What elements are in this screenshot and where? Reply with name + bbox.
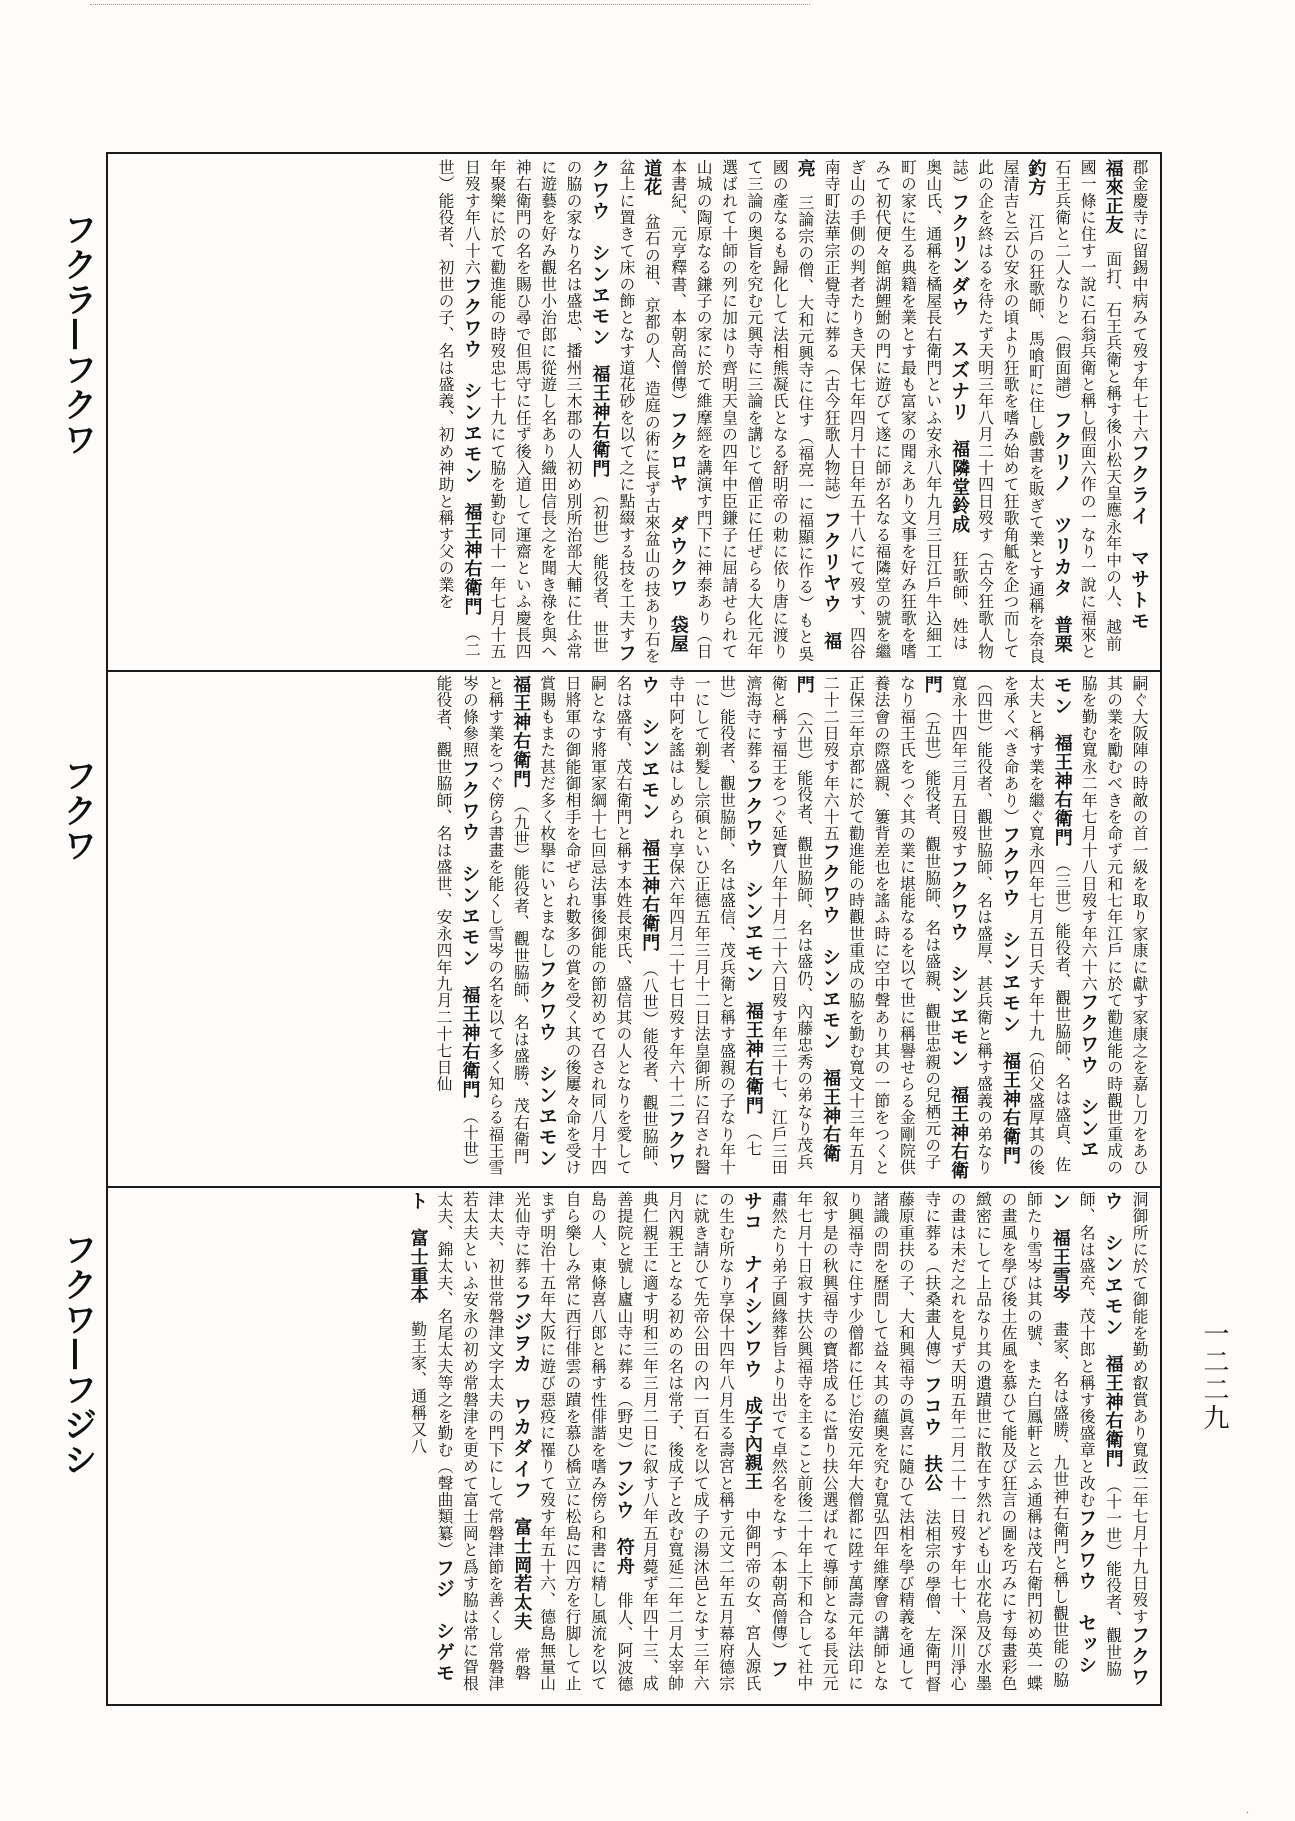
page-number: 一二二九 (1199, 1320, 1229, 1432)
entry-text: 嗣ぐ大阪陣の時敵の首一級を取り家康に獻す家康之を嘉し刀をあひ其の業を勵むべきを命ず元和七年江戶に於て勸進能の時觀世重成の脇を勤む寬永二年七月十八日歿す年六十六 (1079, 675, 1149, 1176)
entry-text: 面打、石王兵衛と稱す後小松天皇應永年中の人、越前國一條に住す一說に石翁兵衛と稱し假面六作の一なり一說に福來と石王兵衛と二人なりと（假面譜） (1052, 159, 1123, 660)
entry-text: （七世）能役者、觀世脇師、名は盛信、茂兵衛と稱す盛親の子なり年十一にして剃髮し宗碩といひ正德五年三月十二日法皇御所に召され醫寺中阿を謠はしめられ享保六年四月二十七日歿す年六十二 (666, 675, 763, 1176)
entry-text: 郡金慶寺に留錫中病みて歿す年七十六 (1130, 159, 1149, 443)
entry-heading: フクワウ シンヱモン (458, 758, 481, 969)
dictionary-entry (1130, 1191, 1149, 1625)
entry-heading: フサコ ナイシンワウ (740, 1191, 790, 1680)
entry-name: 福王神右衛門 (793, 675, 842, 1164)
entry-name: 福王神右衛門 (589, 364, 611, 479)
entry-heading: フクリノ ツリカタ (1050, 409, 1073, 599)
entry-name: 福王神右衛門 (1102, 1354, 1124, 1469)
tier-middle (116, 675, 1152, 1181)
entry-name: 福來正友 (1102, 159, 1124, 235)
entry-text: （初世）能役者、世世の脇の家なり名は盛忠、播州三木郡の人初め別所治部大輔に仕ふ常に遊藝を好み觀世小治郎に從遊し名あり織田信長之を聞き祿を與へ神右衛門の名を賜ひ尋で但馬守に任ず後入道して運齋といふ慶長四年聚樂に於て勸進能の時歿忠七十九にて脇を勤む同十一年七月十五日歿す年八十六 (462, 159, 610, 660)
entry-text: （五世）能役者、觀世脇師、名は盛親、觀世忠親の兒栖元の子なり福王氏をつぐ其の業に堪能なるを以て世に稱譽せらる金剛院供養法會の際盛親、簍背差也を謠ふ時に空中聲あり其の一節をつくと正保三年京都に於て勸進能の時觀世重成の脇を勤む寬文十三年五月二十二日歿す年六十五 (821, 675, 942, 1176)
entry-name: 福王雪岑 (1049, 1228, 1071, 1305)
entry-text: 中御門帝の女、宮人源氏の生む所なり享保十四年八月生る壽宮と稱す元文二年五月幕府德宗に就き請ひて先帝公田の內一百石を以て成子の湯沐邑となす三年六月內親王となる初めの名は常子、後成子と改む寬延二年二月太宰帥典仁親王に適す明和三年三月二日に叙す八年五月薨ず年四十三、成善提院と號し廬山寺に葬る（野史） (614, 1191, 762, 1692)
entry-name: 袋屋道花 (641, 159, 689, 654)
entry-text: （八世）能役者、觀世脇師、名は盛有、茂右衛門と稱す本姓長束氏、盛信其の人となりを愛して嗣となす將軍家綱十七回忌法事後御能の節初めて召され同八月十四日將軍の御能御相手を命ぜられ數多の賞を受く其の後屢々命を受け賞賜もまた甚だ多く枚擧にいとまなし (537, 675, 660, 1179)
entry-heading: フクワウ シンヱモン (819, 842, 842, 1052)
entry-text: （三世）能役者、觀世脇師、名は盛貞、佐太夫と稱す業を繼ぐ寬永四年七月五日夭す年十九（伯父盛厚其の後を承くべき命あり） (1000, 675, 1072, 1176)
entry-name: 富士岡若太夫 (511, 1517, 533, 1632)
dictionary-entry (535, 675, 687, 1179)
scan-mark: · (1246, 1808, 1250, 1819)
entry-name: 福王神右衛門 (510, 675, 532, 789)
top-rule (90, 4, 810, 5)
entry-heading: フクワウ セッシン (1048, 1191, 1098, 1677)
entry-heading: フクワウ シンヱモン (741, 775, 764, 986)
entry-name: 成子內親王 (741, 1396, 763, 1492)
entry-name: 富士重本 (407, 1228, 429, 1305)
tier-divider-2 (108, 1186, 1160, 1188)
entry-text: （二世）能役者、初世の子、名は盛義、初め神助と稱す父の業を (436, 159, 482, 659)
entry-name: 符舟 (613, 1537, 635, 1576)
entry-text: （十世）能役者、觀世脇師、名は盛世、安永四年九月二十七日仙 (434, 675, 480, 1175)
entry-text: 勤王家、通稱又八 (408, 1321, 428, 1455)
entry-text: 三論宗の僧、大和元興寺に住す（福亮一に福顯に作る）もと吳國の產なるも歸化して法相熊凝氏となる舒明帝の勅に依り唐に渡りて三論の奥旨を究む元興寺に三論を講じて僧正に任ぜらる大化元年選ばれて十師の列に加はり齊明天皇の四年中臣鎌子に屈請せられて山城の陶原なる鎌子の家に於て維摩經を講演す門下に神泰あり（日本書紀、元亨釋書、本朝高僧傳） (668, 159, 815, 663)
tier-lower (116, 1191, 1152, 1697)
entry-heading: フクリヤウ (820, 509, 843, 615)
entry-heading: フコウ (920, 1374, 943, 1438)
entry-name: 福王神右衛門 (461, 502, 483, 617)
entry-text: （九世）能役者、觀世脇師、名は盛勝、茂右衛門と稱す業をつぐ傍ら書畫を能くし雪岑の名を以て多く知らる福王雪岑の條參照 (460, 675, 531, 1176)
text-frame (106, 152, 1162, 1706)
tier-divider-1 (108, 670, 1160, 672)
entry-name: 福王神右衛門 (639, 838, 661, 953)
tier-upper (116, 159, 1152, 665)
entry-text: 俳人、阿波德島の人、東條喜八郎と稱す性俳諧を嗜み傍ら和書に精し風流を以て自ら樂しみ常に西行俳雲の蹟を慕ひ橋立に松島に四方を行脚して止まず明治十五年大阪に遊び惡疫に罹りて歿す年五十六、德島無量山光仙寺に葬る (512, 1191, 634, 1693)
dictionary-entry (822, 159, 969, 660)
dictionary-entry (769, 1191, 941, 1693)
entry-name: 福亮 (794, 159, 843, 651)
entry-heading: フクロヤ ダウクワ (666, 409, 689, 599)
entry-text: 法相宗の學僧、左衛門督藤原重扶の子、大和興福寺の眞喜に隨ひて法相を學び精義を通して諸識の問を歷問して益々其の蘊奧を究む寬弘四年維摩會の講師となり興福寺に住す少僧都に任じ治安元年大僧都に陞す萬壽元年法印に叙す是の秋興福寺の寶塔成るに當り扶公選ばれて導師となる長元元年七月十日寂す扶公興福寺を主ること前後二十年上下和合して社中肅然たり弟子圓緣葬旨より出でて卓然名をなす（本朝高僧傳） (769, 1191, 942, 1693)
entry-name: 福王神右衛門 (999, 1052, 1021, 1166)
entry-heading: フクワウ シンヱモン (460, 275, 483, 486)
entry-text: 洞御所に於て御能を勤め叡賞あり寬政二年七月十九日歿す (1130, 1191, 1149, 1626)
dictionary-entry (666, 159, 843, 663)
entry-name: 福王神右衛門 (1051, 733, 1073, 848)
entry-heading: フクワウ シンヱモン (1050, 675, 1100, 1161)
entry-text: （六世）能役者、觀世脇師、名は盛仍、內藤忠秀の弟なり茂兵衛と稱す福王をつぐ延寶八年十月二十六日歿す年三十七、江戶三田濟海寺に葬る (743, 675, 814, 1176)
entry-heading: フクワウ シンヱモン (947, 858, 970, 1069)
entry-text: （十一世）能役者、觀世脇師、名は盛充、茂十郎と稱す後盛章と改む (1077, 1191, 1123, 1678)
entry-name: 福王神右衛門 (921, 675, 970, 1180)
entry-heading: フクワウ シンヱモン (588, 159, 637, 665)
entry-text: （四世）能役者、觀世脇師、名は盛厚、甚兵衛と稱す盛義の弟なり寬永十四年三月五日歿す (949, 675, 994, 1176)
entry-name: 普栗釣方 (1025, 159, 1073, 654)
entry-heading: フシウ (612, 1458, 635, 1522)
entry-heading: フクワウ シンヱモン (1101, 1191, 1150, 1689)
entry-name: 福王神右衛門 (742, 1001, 764, 1116)
entry-name: 福隣堂鈴成 (949, 440, 971, 535)
entry-heading: フクワウ シンヱモン (638, 675, 687, 1173)
dictionary-entry (1130, 159, 1149, 443)
entry-heading: フクワウ シンヱモン (535, 958, 558, 1169)
entry-text: 常磐津太夫、初世常磐津文字太夫の門下にして常磐津節を善くし常磐津若太夫といふ安永の初め常磐津を更めて富士岡と爲す脇は常に眢根太夫、錦太夫、名尾太夫等之を勤む（聲曲類纂） (435, 1191, 532, 1692)
entry-name: 福王神右衛門 (459, 985, 481, 1099)
entry-heading: フクワウ シンヱモン (998, 825, 1021, 1036)
running-head-middle: フクワ (57, 758, 97, 863)
running-head-bottom: フクワ—フジシ (57, 1232, 97, 1477)
entry-heading: フジ シゲモト (406, 1191, 456, 1685)
entry-text: 畫家、名は盛勝、九世神右衛門と稱し觀世能の脇師たり雪岑は其の號、また白鳳軒と云ふ通稱は茂右衛門初め英一蝶の畫風を學び後土佐風を慕ひて能及び狂言の圖を巧みにす每畫彩色緻密にして上品なり其の遺蹟世に散在す然れども山水花鳥及び水墨の畫は未だ之れを見ず天明五年二月二十一日歿す年七十、深川淨心寺に葬る（扶桑畫人傳） (922, 1191, 1070, 1692)
entry-text: 狂歌師、姓は奥山氏、通稱を橘屋長右衛門といふ安永八年九月三日江戶牛込細工町の家に生る典籍を業とす最も富家の聞えあり文事を好み狂歌を嗜みて初代便々館湖鯉鮒の門に遊びて遂に師が名なる福隣堂の號を繼ぎ山の手側の判者たりき天保七年四月十日年五十八にて歿す、四谷南寺町法華宗正覺寺に葬る（古今狂歌人物誌） (822, 159, 970, 660)
entry-name: 扶公 (921, 1454, 943, 1493)
entry-text: 盆石の祖、京都の人、造庭の術に長ず古來盆山の技あり石を盆上に置きて床の飾となす道花砂を以て之に點綴する技を工夫す (616, 159, 662, 665)
entry-text: 江戶の狂歌師、馬喰町に住し戲書を販ぎて業とす通稱を奈良屋清吉と云ひ安永の頃より狂歌を嗜み始めて狂歌角觝を企つ而して此の企を終はるを待たず天明三年八月二十四日歿す（古今狂歌人物誌） (950, 159, 1046, 665)
entry-heading: フクライ マサトモ (1128, 442, 1150, 632)
dictionary-entry (821, 675, 968, 1180)
entry-heading: フクリンダウ スズナリ (948, 192, 971, 424)
dictionary-entry (920, 1191, 1098, 1692)
dictionary-entry (462, 159, 635, 664)
running-head-top: フクラ—フクワ (57, 212, 97, 457)
dictionary-entry (612, 1191, 790, 1692)
entry-heading: フジヲカ ワカダイフ (510, 1291, 533, 1502)
